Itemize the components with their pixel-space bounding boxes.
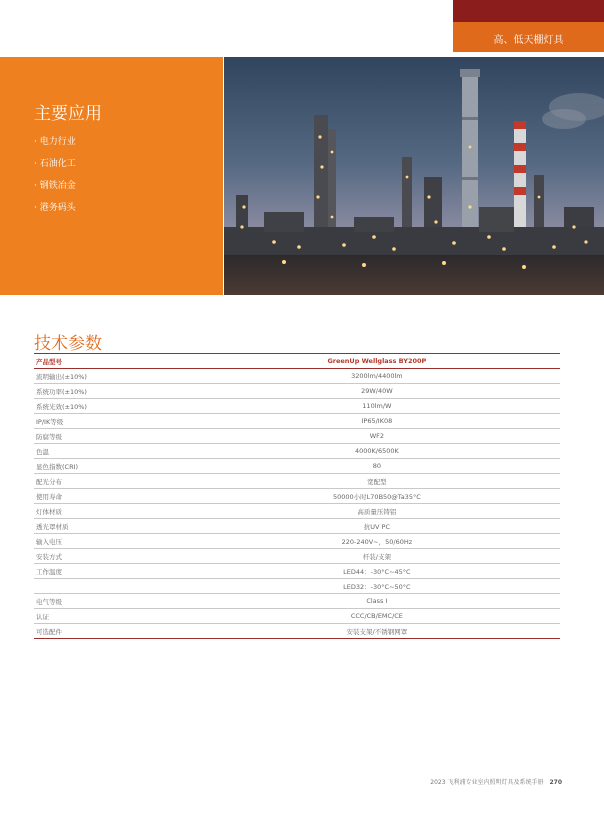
table-header-row (34, 354, 560, 369)
table-row (34, 504, 560, 519)
table-row (34, 609, 560, 624)
page-number: 270 (549, 779, 562, 786)
category-tab (453, 0, 604, 52)
applications-title: 主要应用 (34, 104, 102, 124)
table-row (34, 624, 560, 639)
row-label: 灯体材质 (36, 507, 62, 516)
row-value: 3200lm/4400lm (351, 372, 403, 380)
row-value: 220-240V~，50/60Hz (341, 537, 413, 546)
row-label: 工作温度 (36, 567, 62, 576)
row-value: LED32：-30°C~50°C (343, 582, 411, 591)
row-label: 透光罩材质 (36, 522, 69, 531)
row-value: 50000小时L70B50@Ta35°C (333, 492, 421, 501)
table-row (34, 474, 560, 489)
table-row (34, 414, 560, 429)
table-row (34, 534, 560, 549)
table-row (34, 594, 560, 609)
applications-panel (0, 57, 223, 295)
row-label: IP/IK等级 (36, 417, 64, 426)
row-value: 杆装/支架 (362, 552, 391, 561)
applications-list (34, 136, 76, 224)
row-label: 配光分布 (36, 477, 62, 486)
table-row (34, 579, 560, 594)
header-value: GreenUp Wellglass BY200P (327, 357, 427, 365)
table-row (34, 384, 560, 399)
row-label: 认证 (36, 612, 49, 621)
row-label: 输入电压 (36, 537, 62, 546)
row-value: CCC/CB/EMC/CE (350, 612, 403, 620)
table-row (34, 444, 560, 459)
row-value: IP65/IK08 (361, 417, 393, 425)
row-value: 高质量压铸铝 (357, 507, 397, 516)
table-row (34, 369, 560, 384)
row-label: 系统光效(±10%) (36, 402, 87, 411)
table-row (34, 429, 560, 444)
list-item: · 港务码头 (34, 202, 76, 224)
table-row (34, 519, 560, 534)
refinery-photo (224, 57, 604, 295)
row-value: 宽配型 (367, 477, 387, 486)
page-footer (430, 777, 562, 786)
row-value: WF2 (369, 432, 385, 440)
category-label: 高、低天棚灯具 (493, 35, 564, 46)
table-row (34, 459, 560, 474)
row-value: 80 (372, 462, 382, 470)
specs-table (34, 353, 560, 639)
table-row (34, 489, 560, 504)
row-value: 110lm/W (362, 402, 392, 410)
row-label: 可选配件 (36, 627, 62, 636)
row-label: 使用寿命 (36, 492, 62, 501)
table-row (34, 564, 560, 579)
row-value: Class I (366, 597, 388, 605)
row-value: LED44：-30°C~45°C (343, 567, 411, 576)
row-value: 4000K/6500K (354, 447, 399, 455)
row-label: 安装方式 (36, 552, 62, 561)
footer-text: 2023 飞利浦专业室内照明灯具及系统手册 (430, 779, 544, 786)
row-label: 色温 (36, 447, 49, 456)
row-value: 抗UV PC (363, 522, 390, 531)
table-row (34, 399, 560, 414)
row-label: 系统功率(±10%) (36, 387, 87, 396)
refinery-illustration (224, 57, 604, 295)
row-label: 防腐等级 (36, 432, 62, 441)
row-value: 29W/40W (361, 387, 393, 395)
list-item: · 电力行业 (34, 136, 76, 158)
list-item: · 石油化工 (34, 158, 76, 180)
table-row (34, 549, 560, 564)
row-label: 流明输出(±10%) (36, 372, 87, 381)
row-label (34, 579, 194, 594)
specs-title: 技术参数 (34, 334, 102, 354)
header-label: 产品型号 (36, 357, 62, 366)
list-item: · 钢铁冶金 (34, 180, 76, 202)
row-value: 安装支架/不锈钢网罩 (346, 627, 408, 636)
row-label: 电气等级 (36, 597, 62, 606)
row-label: 显色指数(CRI) (36, 462, 79, 471)
